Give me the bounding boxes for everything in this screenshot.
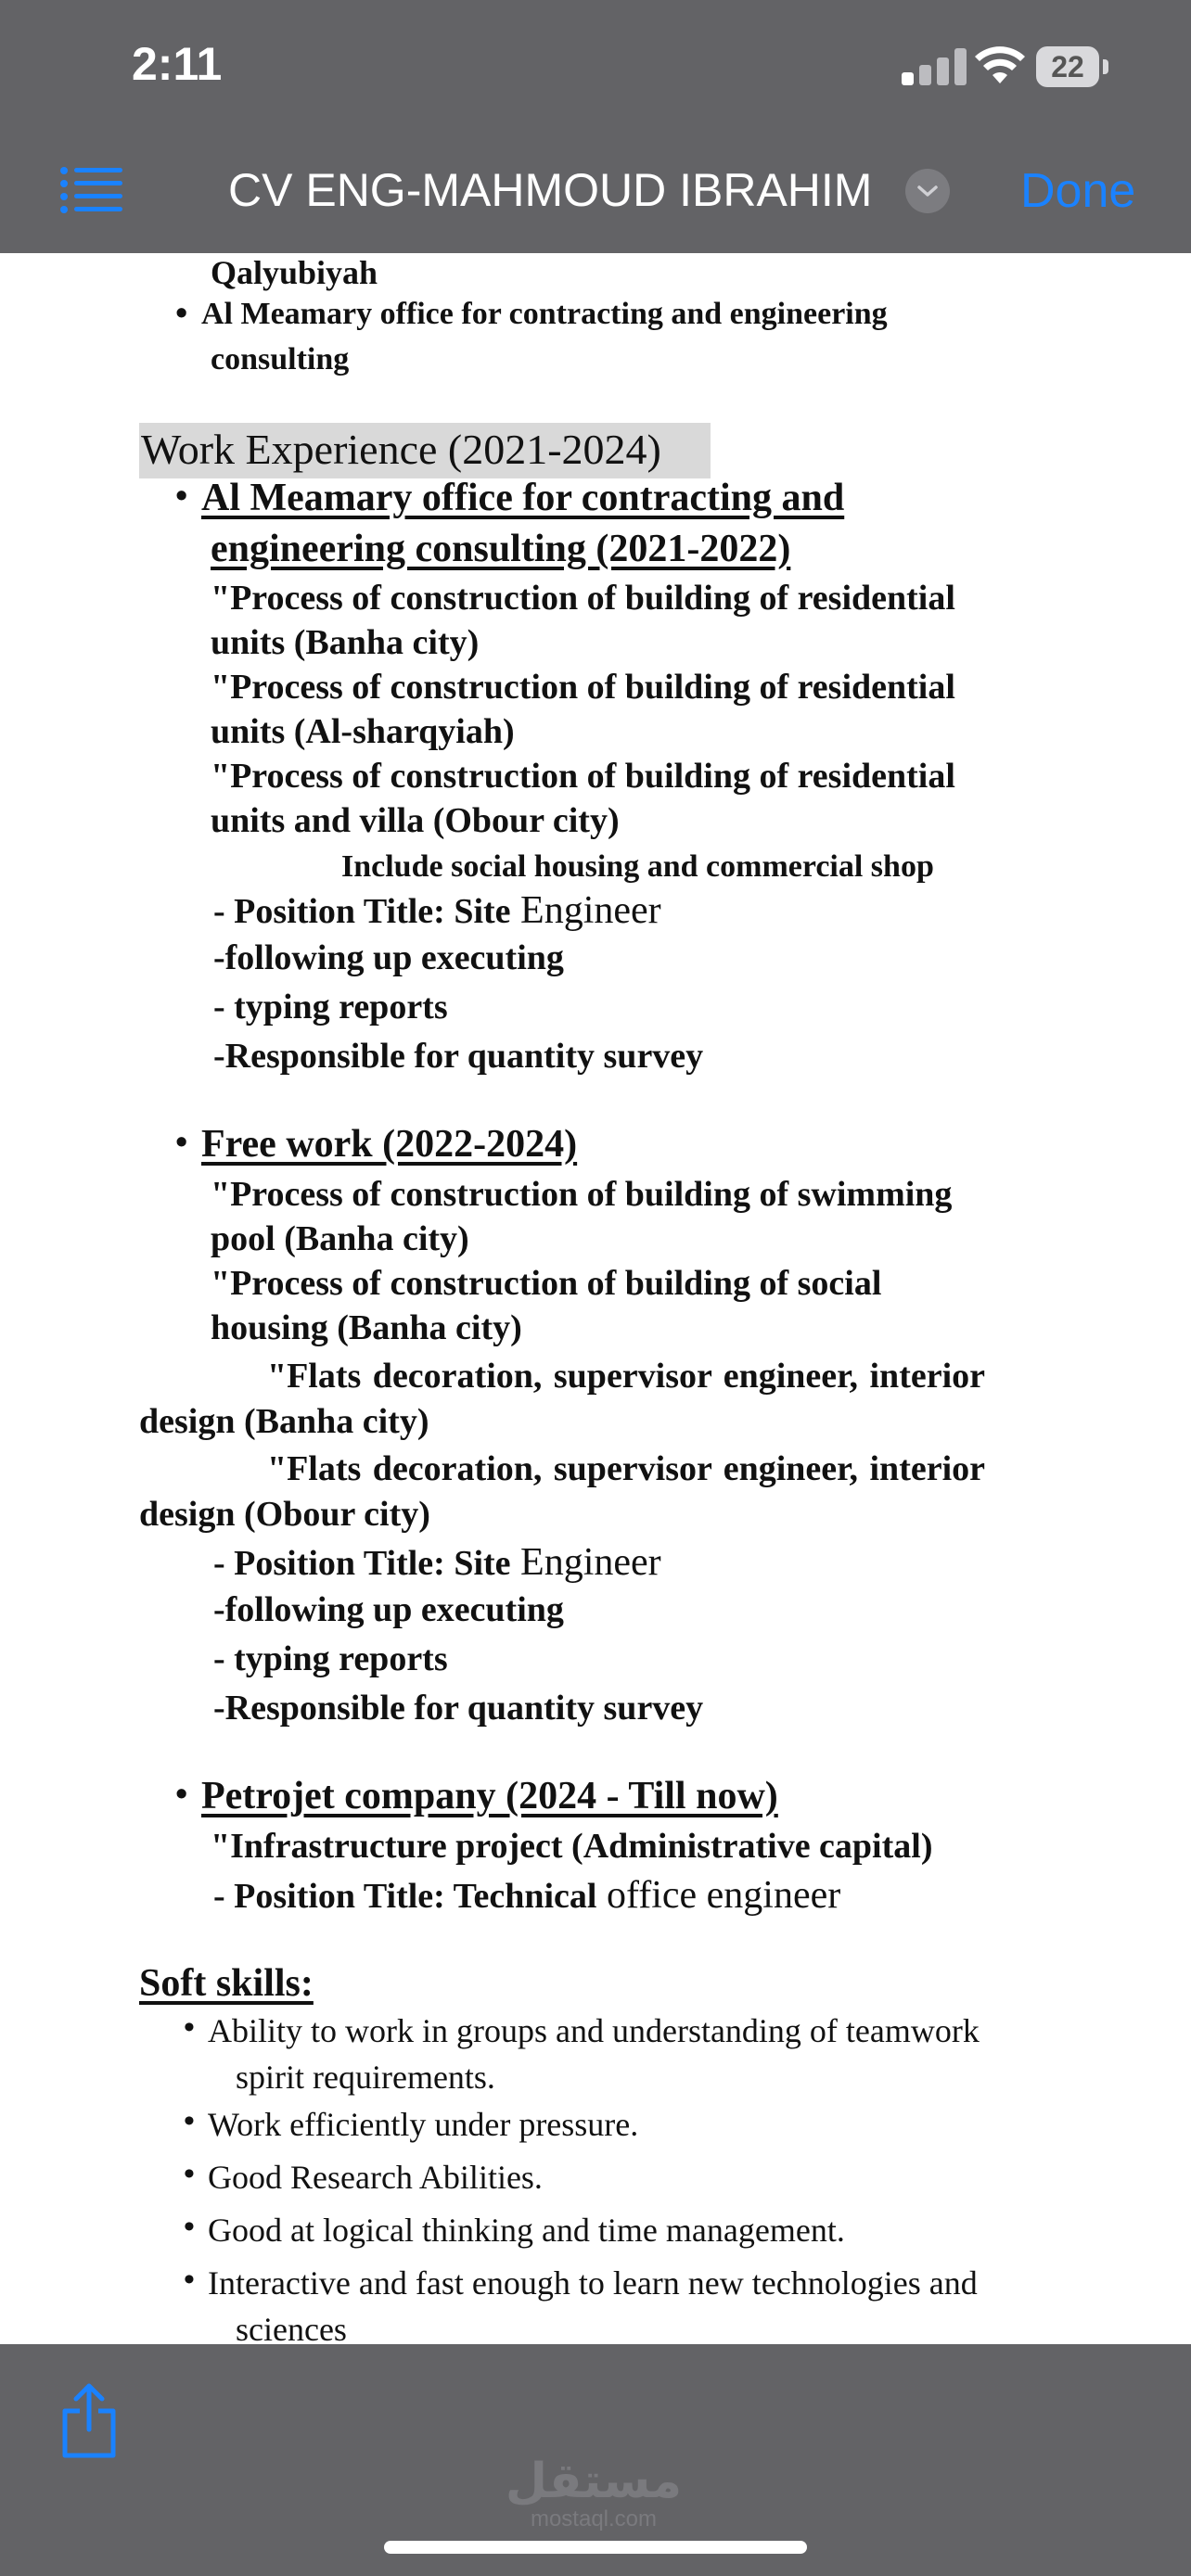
job-title: engineering consulting (2021-2022) [211, 528, 791, 570]
skill-text: spirit requirements. [236, 2059, 495, 2096]
skill-text: sciences [236, 2311, 347, 2344]
project-text: design (Obour city) [139, 1495, 430, 1534]
project-text: units (Banha city) [211, 623, 480, 662]
bullet: • [175, 477, 188, 516]
duty-text: -following up executing [213, 938, 564, 977]
signal-icon [902, 48, 967, 85]
duty-text: -following up executing [213, 1590, 564, 1629]
done-button[interactable]: Done [1020, 164, 1136, 218]
position-title: - Position Title: Site Engineer [213, 889, 661, 932]
watermark-latin: mostaql.com [530, 2506, 658, 2531]
project-text: "Infrastructure project (Administrative capital) [211, 1827, 933, 1866]
duty-text: -Responsible for quantity survey [213, 1037, 704, 1076]
bullet: • [184, 2157, 195, 2191]
project-note: Include social housing and commercial shop [341, 849, 934, 884]
skill-text: Interactive and fast enough to learn new technologies and [208, 2264, 978, 2302]
bullet: • [184, 2104, 195, 2138]
bullet: • [184, 2263, 195, 2297]
soft-skills-heading: Soft skills: [139, 1962, 314, 2005]
top-toolbar [0, 0, 1191, 253]
battery-level: 22 [1036, 46, 1099, 87]
menu-icon[interactable] [59, 165, 124, 217]
project-text: "Process of construction of building of residential [211, 757, 955, 796]
status-time: 2:11 [132, 38, 223, 90]
watermark-arabic: مستقل [505, 2454, 683, 2509]
duty-text: - typing reports [213, 988, 448, 1027]
home-indicator[interactable] [384, 2541, 807, 2554]
project-text: units and villa (Obour city) [211, 801, 620, 840]
document-page[interactable] [0, 253, 1191, 2344]
skill-text: Work efficiently under pressure. [208, 2106, 639, 2143]
bullet: • [175, 1123, 188, 1162]
project-text: "Flats decoration, supervisor engineer, interior [267, 1357, 986, 1396]
duty-text: -Responsible for quantity survey [213, 1689, 704, 1728]
skill-text: Ability to work in groups and understanding of teamwork [208, 2012, 980, 2049]
watermark [501, 2455, 686, 2531]
project-text: "Process of construction of building of residential [211, 579, 955, 618]
intro-bullet-text: consulting [211, 342, 350, 376]
project-text: housing (Banha city) [211, 1308, 522, 1347]
wifi-icon [974, 43, 1026, 85]
job-title: Free work (2022-2024) [201, 1123, 578, 1166]
position-title: - Position Title: Site Engineer [213, 1541, 661, 1584]
project-text: units (Al-sharqyiah) [211, 712, 515, 751]
bullet: • [175, 1775, 188, 1814]
bullet: • [184, 2010, 195, 2045]
project-text: "Process of construction of building of residential [211, 668, 955, 707]
battery-icon [1036, 46, 1110, 87]
share-icon[interactable] [59, 2383, 119, 2459]
project-text: design (Banha city) [139, 1402, 429, 1441]
job-title: Al Meamary office for contracting and [201, 477, 845, 519]
duty-text: - typing reports [213, 1639, 448, 1678]
chevron-down-icon[interactable] [905, 169, 950, 213]
project-text: "Process of construction of building of swimming [211, 1175, 953, 1214]
skill-text: Good Research Abilities. [208, 2159, 543, 2196]
skill-text: Good at logical thinking and time management. [208, 2212, 845, 2249]
intro-bullet-text: Al Meamary office for contracting and engineering [201, 297, 888, 331]
work-experience-heading: Work Experience (2021-2024) [141, 426, 661, 473]
document-title[interactable]: CV ENG-MAHMOUD IBRAHIM [228, 164, 873, 216]
project-text: "Process of construction of building of social [211, 1264, 882, 1303]
position-title: - Position Title: Technical office engineer [213, 1874, 841, 1917]
project-text: "Flats decoration, supervisor engineer, interior [267, 1449, 986, 1488]
intro-text: Qalyubiyah [211, 254, 378, 291]
job-title: Petrojet company (2024 - Till now) [201, 1775, 778, 1817]
bullet: • [184, 2210, 195, 2244]
project-text: pool (Banha city) [211, 1219, 469, 1258]
bullet: • [175, 294, 188, 333]
